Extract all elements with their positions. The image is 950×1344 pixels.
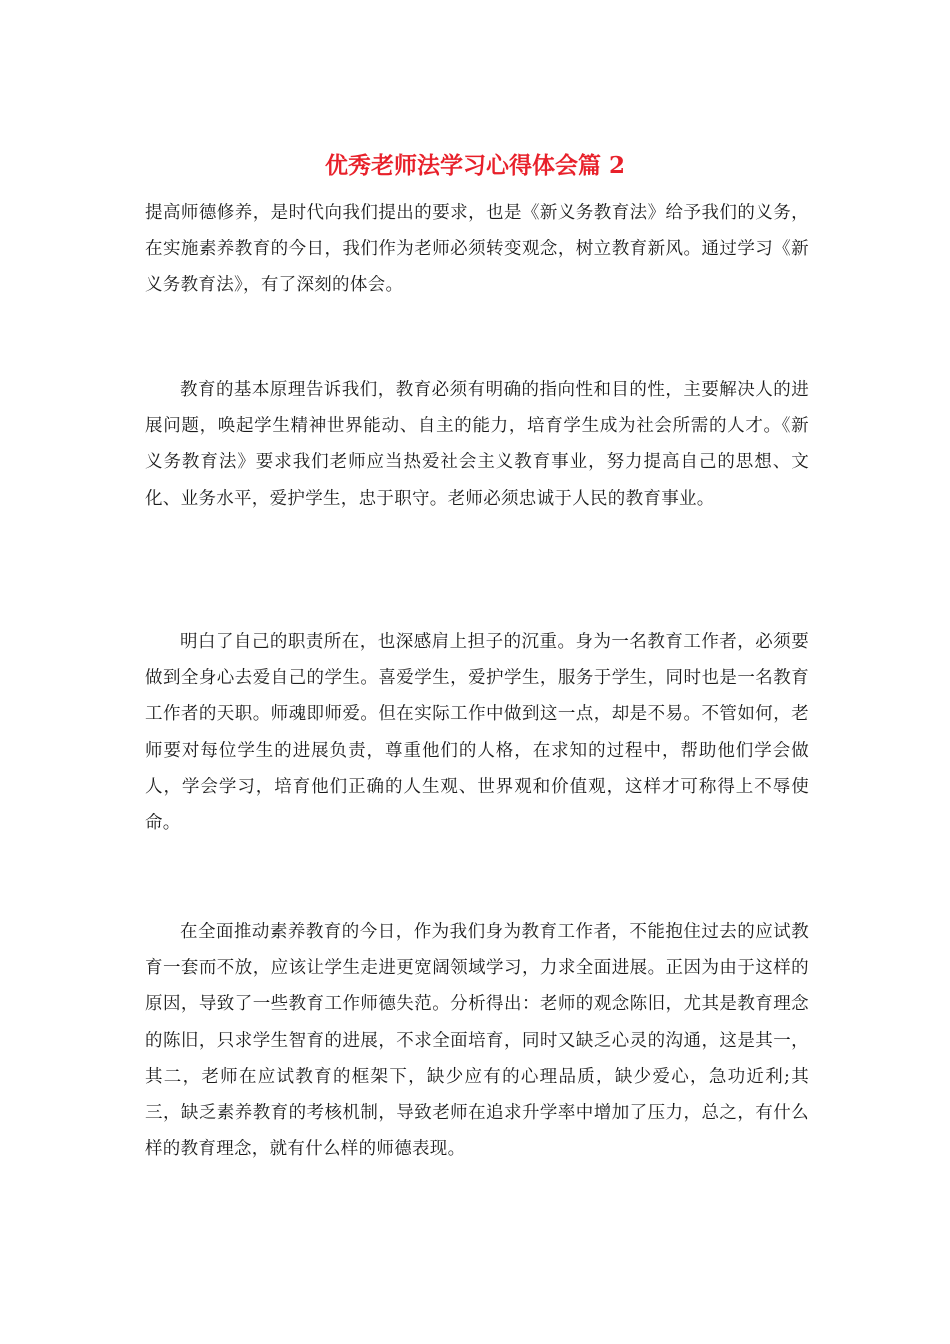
paragraph-3: 明白了自己的职责所在，也深感肩上担子的沉重。身为一名教育工作者，必须要做到全身心去爱自己的学生。喜爱学生，爱护学生，服务于学生，同时也是一名教育工作者的天职。师魂即师爱。但在实际工作中做到这一点，却是不易。不管如何，老师要对每位学生的进展负责，尊重他们的人格，在求知的过程中，帮助他们学会做人，学会学习，培育他们正确的人生观、世界观和价值观，这样才可称得上不辱使命。	[145, 632, 809, 834]
paragraph-1: 提高师德修养，是时代向我们提出的要求，也是《新义务教育法》给予我们的义务，在实施素养教育的今日，我们作为老师必须转变观念，树立教育新风。通过学习《新义务教育法》，有了深刻的体会。	[145, 203, 809, 296]
paragraph-4: 在全面推动素养教育的今日，作为我们身为教育工作者，不能抱住过去的应试教育一套而不放，应该让学生走进更宽阔领域学习，力求全面进展。正因为由于这样的原因，导致了一些教育工作师德失范。分析得出：老师的观念陈旧，尤其是教育理念的陈旧，只求学生智育的进展，不求全面培育，同时又缺乏心灵的沟通，这是其一，其二，老师在应试教育的框架下，缺少应有的心理品质，缺少爱心，急功近利;其三，缺乏素养教育的考核机制，导致老师在追求升学率中增加了压力，总之，有什么样的教育理念，就有什么样的师德表现。	[145, 922, 809, 1160]
page-title: 优秀老师法学习心得体会篇 2	[324, 152, 625, 179]
paragraph-2: 教育的基本原理告诉我们，教育必须有明确的指向性和目的性，主要解决人的进展问题，唤起学生精神世界能动、自主的能力，培育学生成为社会所需的人才。《新义务教育法》要求我们老师应当热爱社会主义教育事业，努力提高自己的思想、文化、业务水平，爱护学生，忠于职守。老师必须忠诚于人民的教育事业。	[145, 380, 809, 509]
